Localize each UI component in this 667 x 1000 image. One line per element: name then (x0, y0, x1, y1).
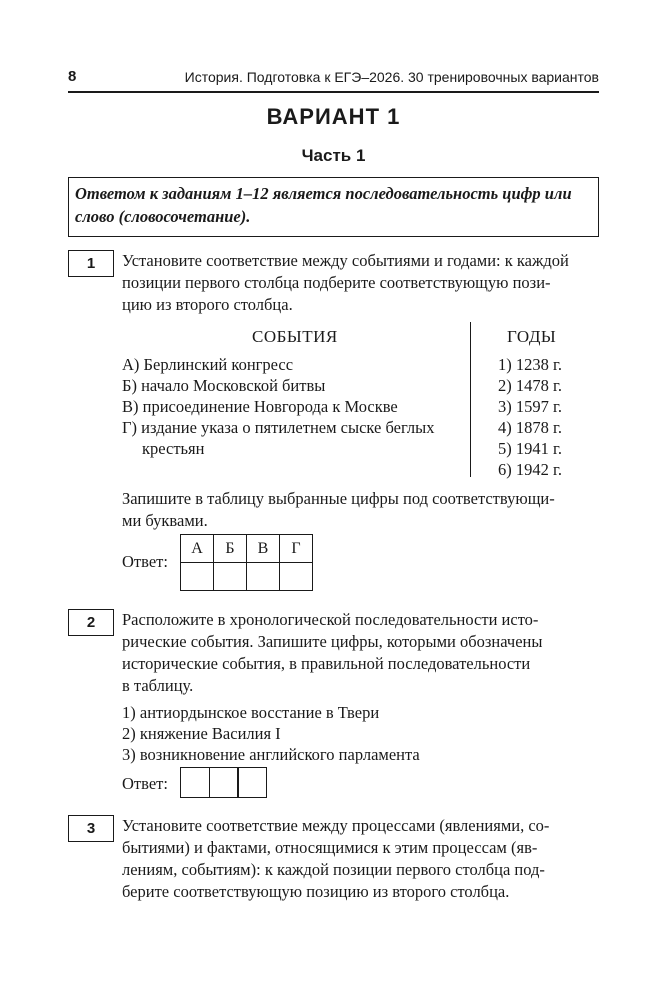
task1-write-line: ми буквами. (122, 511, 208, 530)
task2-item: 2) княжение Василия I (122, 724, 281, 743)
answer-cell[interactable] (280, 563, 313, 591)
event-item: Б) начало Московской битвы (122, 376, 326, 395)
task1-text-line: Установите соответствие между событиями и годами: к каждой (122, 251, 569, 270)
instruction-line: слово (словосочетание). (75, 207, 251, 226)
instruction-box (68, 177, 599, 237)
answer-cell[interactable] (214, 563, 247, 591)
task1-text-line: цию из второго столбца. (122, 295, 293, 314)
answer-row-task2 (180, 767, 266, 799)
year-item: 2) 1478 г. (498, 376, 563, 395)
answer-cell[interactable] (247, 563, 280, 591)
page-number: 8 (68, 68, 77, 85)
header-rule (68, 91, 599, 93)
task3-text-line: лениям, событиям): к каждой позиции первого столбца под- (122, 860, 545, 879)
task-number-3: 3 (68, 815, 114, 842)
answer-cell[interactable] (180, 767, 210, 798)
answer-letter: Г (280, 535, 313, 563)
instruction-line: Ответом к заданиям 1–12 является последовательность цифр или (75, 184, 572, 203)
task2-item: 1) антиордынское восстание в Твери (122, 703, 380, 722)
task1-text-line: позиции первого столбца подберите соответствующую пози- (122, 273, 551, 292)
task3-text-line: берите соответствующую позицию из второго столбца. (122, 882, 510, 901)
running-title: История. Подготовка к ЕГЭ–2026. 30 тренировочных вариантов (184, 69, 599, 85)
event-item: Г) издание указа о пятилетнем сыске беглых (122, 418, 435, 437)
year-item: 4) 1878 г. (498, 418, 563, 437)
task-number-1: 1 (68, 250, 114, 277)
task2-item: 3) возникновение английского парламента (122, 745, 420, 764)
part-title: Часть 1 (301, 146, 366, 165)
answer-letter: А (181, 535, 214, 563)
task2-text-line: рические события. Запишите цифры, которыми обозначены (122, 632, 543, 651)
task3-text-line: бытиями) и фактами, относящимися к этим процессам (яв- (122, 838, 538, 857)
answer-label: Ответ: (122, 774, 168, 793)
variant-title: ВАРИАНТ 1 (266, 104, 401, 129)
events-column-header: СОБЫТИЯ (252, 327, 338, 346)
task1-write-line: Запишите в таблицу выбранные цифры под соответствующи- (122, 489, 555, 508)
column-divider (470, 322, 471, 477)
years-column-header: ГОДЫ (507, 327, 557, 346)
task2-text-line: в таблицу. (122, 676, 194, 695)
year-item: 1) 1238 г. (498, 355, 563, 374)
answer-cell[interactable] (237, 767, 267, 798)
year-item: 6) 1942 г. (498, 460, 563, 479)
year-item: 5) 1941 г. (498, 439, 563, 458)
answer-cell[interactable] (209, 767, 239, 798)
event-item: А) Берлинский конгресс (122, 355, 294, 374)
year-item: 3) 1597 г. (498, 397, 563, 416)
task2-text-line: Расположите в хронологической последовательности исто- (122, 610, 539, 629)
answer-cell[interactable] (181, 563, 214, 591)
task3-text-line: Установите соответствие между процессами (явлениями, со- (122, 816, 550, 835)
event-item: В) присоединение Новгорода к Москве (122, 397, 398, 416)
event-item: крестьян (142, 439, 205, 458)
answer-table-task1 (180, 534, 313, 591)
task-number-2: 2 (68, 609, 114, 636)
answer-label: Ответ: (122, 552, 168, 571)
answer-letter: Б (214, 535, 247, 563)
answer-letter: В (247, 535, 280, 563)
task2-text-line: исторические события, в правильной последовательности (122, 654, 531, 673)
